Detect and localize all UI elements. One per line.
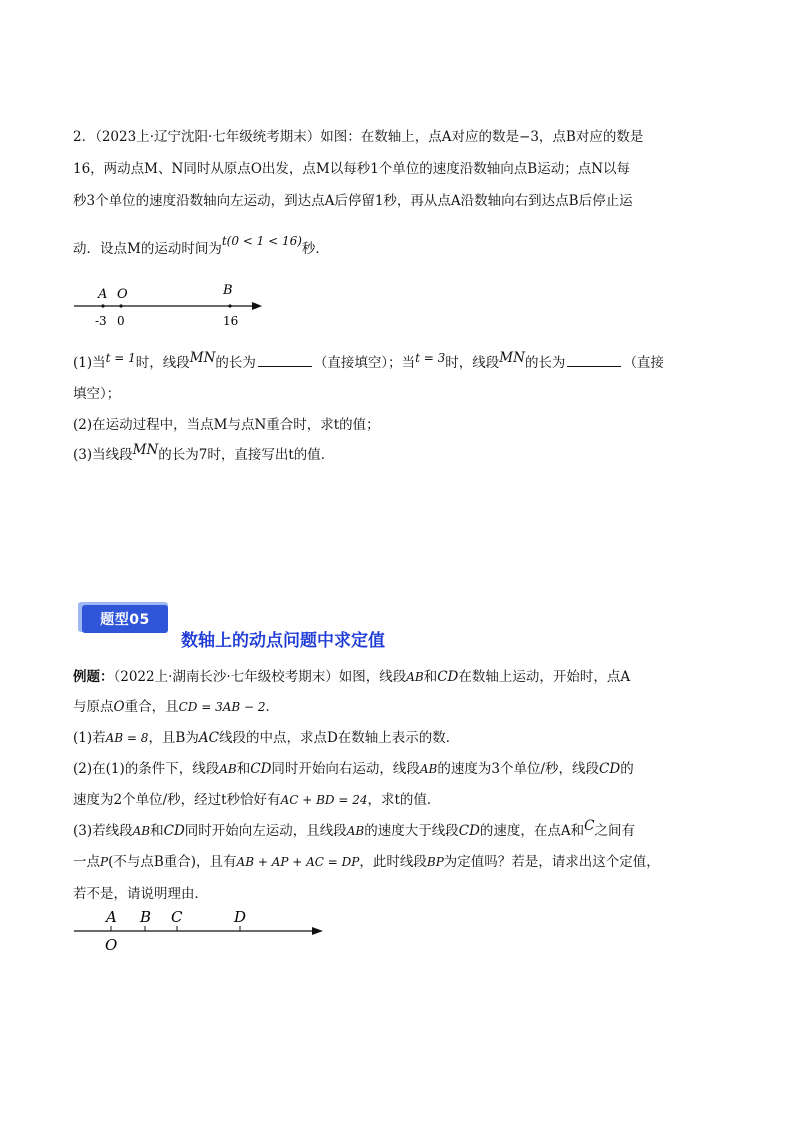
ex-q3-c: 的速度大于线段 xyxy=(364,823,459,839)
ex-q2-3: 3 xyxy=(491,761,500,777)
q1-mn: MN xyxy=(189,350,216,366)
q1-a: (1)当 xyxy=(73,355,106,371)
label-b: B xyxy=(223,283,233,298)
example-q1 xyxy=(73,728,459,748)
example-q3-line3: 若不是，请说明理由． xyxy=(73,886,208,902)
problem2-line3: 秒3个单位的速度沿数轴向左运动，到达点A后停留1秒，再从点A沿数轴向右到达点B后停止运 xyxy=(73,193,633,209)
q3-b: 的长为7时，直接写出t的值． xyxy=(158,447,335,463)
ex-q1-eq: AB = 8 xyxy=(105,731,149,745)
ex-q3l2-bp: BP xyxy=(426,855,444,869)
value-0: 0 xyxy=(117,314,125,328)
ex-ab: AB xyxy=(406,670,424,684)
q1-mn-2: MN xyxy=(499,350,525,366)
ex-l1-a: （2022上·湖南长沙·七年级校考期末）如图，线段 xyxy=(113,669,407,685)
ex-label-o: O xyxy=(105,936,118,954)
value-16: 16 xyxy=(223,314,239,328)
ex-q3-ab: AB xyxy=(132,824,151,838)
q1-c: 的长为 xyxy=(215,355,256,371)
ex-q3-b: 同时开始向左运动，且线段 xyxy=(184,823,347,839)
ex-q3-e: 之间有 xyxy=(594,823,635,839)
label-o: O xyxy=(117,287,128,302)
ex-q3-cd2: CD xyxy=(458,823,480,839)
problem2-q1-line2: 填空）； xyxy=(73,386,121,402)
ex-l2-b: 重合，且 xyxy=(124,699,179,715)
ex-q2-he: 和 xyxy=(236,761,251,777)
value-neg3: -3 xyxy=(95,314,107,328)
ex-q3l2-a: 一点 xyxy=(73,854,100,870)
q1-f: 的长为 xyxy=(524,355,566,371)
example-line1 xyxy=(73,667,630,687)
ex-q1-a: (1)若 xyxy=(73,730,106,746)
ex-q2-a: (2)在(1)的条件下，线段 xyxy=(73,761,220,777)
ex-cd: CD xyxy=(437,669,459,685)
q1-t1: t = 1 xyxy=(105,351,136,365)
ex-label-a: A xyxy=(106,908,117,926)
ex-q3-c-pt: C xyxy=(584,818,595,834)
section-tag-label: 题型05 xyxy=(82,605,168,633)
axis-arrow-2 xyxy=(312,927,323,935)
problem2-line4-b: 秒． xyxy=(301,241,329,257)
q1-d: （直接填空）；当 xyxy=(313,355,416,371)
ex-label-b: B xyxy=(140,908,152,926)
ex-q2-b: 同时开始向右运动，线段 xyxy=(271,761,420,777)
ex-q3-ab2: AB xyxy=(346,824,365,838)
ex-q1-c: 线段的中点，求点D在数轴上表示的数． xyxy=(218,730,460,746)
ex-l1-b: 在数轴上运动，开始时，点A xyxy=(458,669,631,685)
problem2-q3 xyxy=(73,442,335,465)
example-q3-line2 xyxy=(73,852,660,872)
ex-label-d: D xyxy=(234,908,247,926)
ex-q2-d: 个单位/秒，线段 xyxy=(499,761,600,777)
ex-q3l2-c: ，此时线段 xyxy=(359,854,427,870)
q3-mn: MN xyxy=(132,442,159,458)
point-a-dot xyxy=(101,304,104,307)
q1-t3: t = 3 xyxy=(415,351,446,365)
ex-l2-a: 与原点 xyxy=(73,699,114,715)
problem2-q2: (2)在运动过程中，当点M与点N重合时，求t的值； xyxy=(73,417,380,433)
ex-o: O xyxy=(113,699,125,715)
section-title: 数轴上的动点问题中求定值 xyxy=(181,631,385,651)
ex-q2-ab2: AB xyxy=(419,762,438,776)
number-line-1 xyxy=(70,280,270,330)
time-range-formula: t(0 < 1 < 16) xyxy=(221,234,302,248)
problem2-line1: 2．（2023上·辽宁沈阳·七年级统考期末）如图：在数轴上，点A对应的数是−3，点B对应的数是 xyxy=(73,129,644,145)
ex-q3-a: (3)若线段 xyxy=(73,823,133,839)
problem2-line2: 16，两动点M、N同时从原点O出发，点M以每秒1个单位的速度沿数轴向点B运动；点N以每 xyxy=(73,161,631,177)
q1-g: （直接 xyxy=(623,355,664,371)
example-q2-line2 xyxy=(73,790,440,810)
problem2-line4-a: 动．设点M的运动时间为 xyxy=(73,241,222,257)
problem2-line4 xyxy=(73,234,329,259)
ex-label-c: C xyxy=(171,908,183,926)
ex-q3l2-b: (不与点B重合)，且有 xyxy=(108,854,237,870)
ex-q2l2-a: 速度为2个单位/秒，经过t秒恰好有 xyxy=(73,792,281,808)
ex-q1-ac: AC xyxy=(198,730,219,746)
answer-blank-1[interactable] xyxy=(258,353,312,367)
ex-q2l2-eq: AC + BD = 24 xyxy=(280,793,368,807)
ex-q2-c: 的速度为 xyxy=(437,761,492,777)
example-label: 例题： xyxy=(73,669,114,685)
ex-q2l2-b: ，求t的值． xyxy=(367,792,441,808)
point-b-dot xyxy=(228,304,231,307)
section-tag xyxy=(78,602,170,634)
example-q3 xyxy=(73,818,635,841)
ex-q3l2-p: P xyxy=(100,855,109,869)
ex-q2-cd2: CD xyxy=(599,761,621,777)
label-a: A xyxy=(98,287,108,302)
q3-a: (3)当线段 xyxy=(73,447,133,463)
problem2-q1 xyxy=(73,350,664,373)
ex-q3l2-eq: AB + AP + AC = DP xyxy=(236,855,360,869)
ex-q1-b: ，且B为 xyxy=(148,730,199,746)
ex-q3-cd: CD xyxy=(163,823,185,839)
ex-l2-c: ． xyxy=(265,699,280,715)
ex-q3l2-d: 为定值吗？若是，请求出这个定值， xyxy=(443,854,660,870)
ex-eq1: CD = 3AB − 2 xyxy=(178,700,266,714)
q1-b: 时，线段 xyxy=(135,355,190,371)
ex-q2-e: 的 xyxy=(620,761,634,777)
q1-e: 时，线段 xyxy=(445,355,500,371)
example-q2 xyxy=(73,759,634,779)
point-o-dot xyxy=(119,304,122,307)
answer-blank-2[interactable] xyxy=(567,353,621,367)
ex-q2-ab: AB xyxy=(219,762,237,776)
axis-arrow xyxy=(252,302,262,310)
ex-q2-cd: CD xyxy=(250,761,272,777)
number-line-2 xyxy=(70,904,330,954)
ex-q3-d: 的速度，在点A和 xyxy=(479,823,585,839)
example-line2 xyxy=(73,697,279,717)
ex-q3-he: 和 xyxy=(150,823,164,839)
ex-he: 和 xyxy=(423,669,438,685)
